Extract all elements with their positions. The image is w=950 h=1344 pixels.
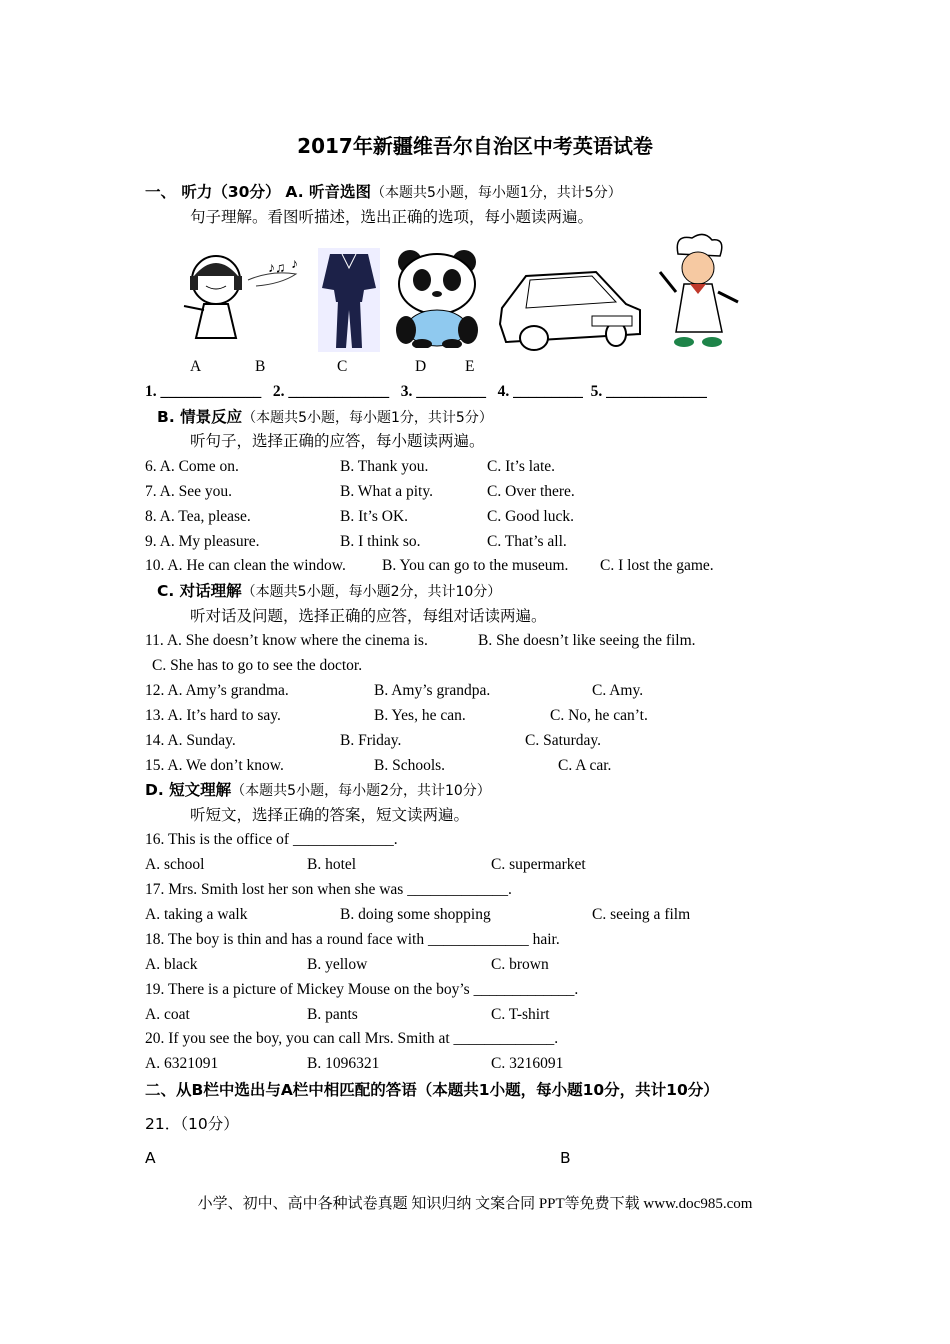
option-b: B. pants	[307, 1006, 358, 1023]
question-text: 19. There is a picture of Mickey Mouse on the boy’s _____________.	[145, 981, 579, 998]
question-text: 18. The boy is thin and has a round face with _____________ hair.	[145, 931, 560, 948]
question-text: 20. If you see the boy, you can call Mrs. Smith at _____________.	[145, 1030, 559, 1047]
option-c: C. T-shirt	[491, 1006, 550, 1023]
panda-picture	[392, 248, 482, 348]
option-c: C. seeing a film	[592, 906, 691, 923]
question-text: 17. Mrs. Smith lost her son when she was _____________.	[145, 881, 512, 898]
partC-note: （本题共5小题，每小题2分，共计10分）	[241, 584, 502, 600]
car-picture	[496, 264, 644, 354]
partD-heading	[145, 780, 491, 801]
partC-heading	[157, 581, 501, 602]
question-21: 21．（10分）	[145, 1115, 239, 1133]
option-b: B. Yes, he can.	[374, 707, 466, 724]
option-c: C. Over there.	[487, 483, 575, 500]
partC-instruction: 听对话及问题，选择正确的应答，每组对话读两遍。	[190, 608, 547, 625]
partD-label: D. 短文理解	[145, 781, 232, 799]
svg-text:♪: ♪	[291, 257, 298, 272]
option-c: C. No, he can’t.	[550, 707, 648, 724]
option-a: 13. A. It’s hard to say.	[145, 707, 281, 724]
option-a: 12. A. Amy’s grandma.	[145, 682, 289, 699]
option-a: A. black	[145, 956, 198, 973]
option-a: A. school	[145, 856, 205, 873]
chef-picture	[654, 232, 742, 354]
option-a: 9. A. My pleasure.	[145, 533, 260, 550]
option-c: C. It’s late.	[487, 458, 556, 475]
option-c: C. Good luck.	[487, 508, 574, 525]
option-a: A. 6321091	[145, 1055, 219, 1072]
option-a: 6. A. Come on.	[145, 458, 239, 475]
option-b: B. doing some shopping	[340, 906, 491, 923]
partA-note: （本题共5小题，每小题1分，共计5分）	[370, 185, 622, 201]
picture-label-e: E	[465, 358, 475, 375]
column-a-label: A	[145, 1149, 156, 1167]
option-a: 7. A. See you.	[145, 483, 232, 500]
option-a: 10. A. He can clean the window.	[145, 557, 346, 574]
picture-label-d: D	[415, 358, 427, 375]
picture-label-b: B	[255, 358, 266, 375]
option-b: B. Thank you.	[340, 458, 429, 475]
option-c: C. A car.	[558, 757, 612, 774]
boy-listening-music-picture	[176, 250, 316, 350]
option-c: C. Saturday.	[525, 732, 602, 749]
svg-text:♪♫: ♪♫	[268, 261, 286, 276]
partB-label: B. 情景反应	[157, 408, 243, 426]
option-c: C. supermarket	[491, 856, 586, 873]
option-b: B. yellow	[307, 956, 368, 973]
column-b-label: B	[560, 1149, 571, 1167]
option-c: C. Amy.	[592, 682, 644, 699]
option-c: C. That’s all.	[487, 533, 567, 550]
picture-label-c: C	[337, 358, 348, 375]
option-b: B. 1096321	[307, 1055, 380, 1072]
partD-instruction: 听短文，选择正确的答案，短文读两遍。	[190, 807, 470, 824]
partB-instruction: 听句子，选择正确的应答，每小题读两遍。	[190, 433, 485, 450]
option-b: B. It’s OK.	[340, 508, 409, 525]
question-text: 16. This is the office of _____________.	[145, 831, 398, 848]
option-a: A. coat	[145, 1006, 190, 1023]
partB-note: （本题共5小题，每小题1分，共计5分）	[242, 410, 493, 426]
option-b: B. Amy’s grandpa.	[374, 682, 491, 699]
tracksuit-picture	[318, 248, 380, 352]
option-a: 8. A. Tea, please.	[145, 508, 251, 525]
section1-heading: 一、 听力（30分）	[145, 183, 281, 201]
option-a: 15. A. We don’t know.	[145, 757, 284, 774]
q11-option-c: C. She has to go to see the doctor.	[152, 657, 363, 674]
option-b: B. What a pity.	[340, 483, 433, 500]
option-c: C. I lost the game.	[600, 557, 714, 574]
q11-option-b: B. She doesn’t like seeing the film.	[478, 632, 696, 649]
partC-label: C. 对话理解	[157, 582, 242, 600]
option-b: B. Schools.	[374, 757, 446, 774]
option-b: B. You can go to the museum.	[382, 557, 569, 574]
option-b: B. hotel	[307, 856, 357, 873]
answer-line: 1. _____________ 2. _____________ 3. _________ 4. _________ 5. _____________	[145, 383, 707, 400]
option-b: B. Friday.	[340, 732, 402, 749]
page-footer: 小学、初中、高中各种试卷真题 知识归纳 文案合同 PPT等免费下载 www.doc985.com	[197, 1196, 753, 1212]
option-c: C. brown	[491, 956, 549, 973]
section1-heading-line	[145, 182, 622, 203]
picture-label-a: A	[190, 358, 202, 375]
partA-label: A. 听音选图	[285, 183, 371, 201]
partD-note: （本题共5小题，每小题2分，共计10分）	[231, 783, 491, 799]
option-a: A. taking a walk	[145, 906, 248, 923]
page-title: 2017年新疆维吾尔自治区中考英语试卷	[297, 134, 653, 158]
option-c: C. 3216091	[491, 1055, 564, 1072]
partA-instruction: 句子理解。看图听描述，选出正确的选项，每小题读两遍。	[190, 209, 594, 226]
option-a: 14. A. Sunday.	[145, 732, 236, 749]
option-b: B. I think so.	[340, 533, 421, 550]
section2-heading: 二、从B栏中选出与A栏中相匹配的答语（本题共1小题，每小题10分，共计10分）	[145, 1081, 719, 1099]
q11-option-a: 11. A. She doesn’t know where the cinema is.	[145, 632, 428, 649]
partB-heading	[157, 407, 493, 428]
